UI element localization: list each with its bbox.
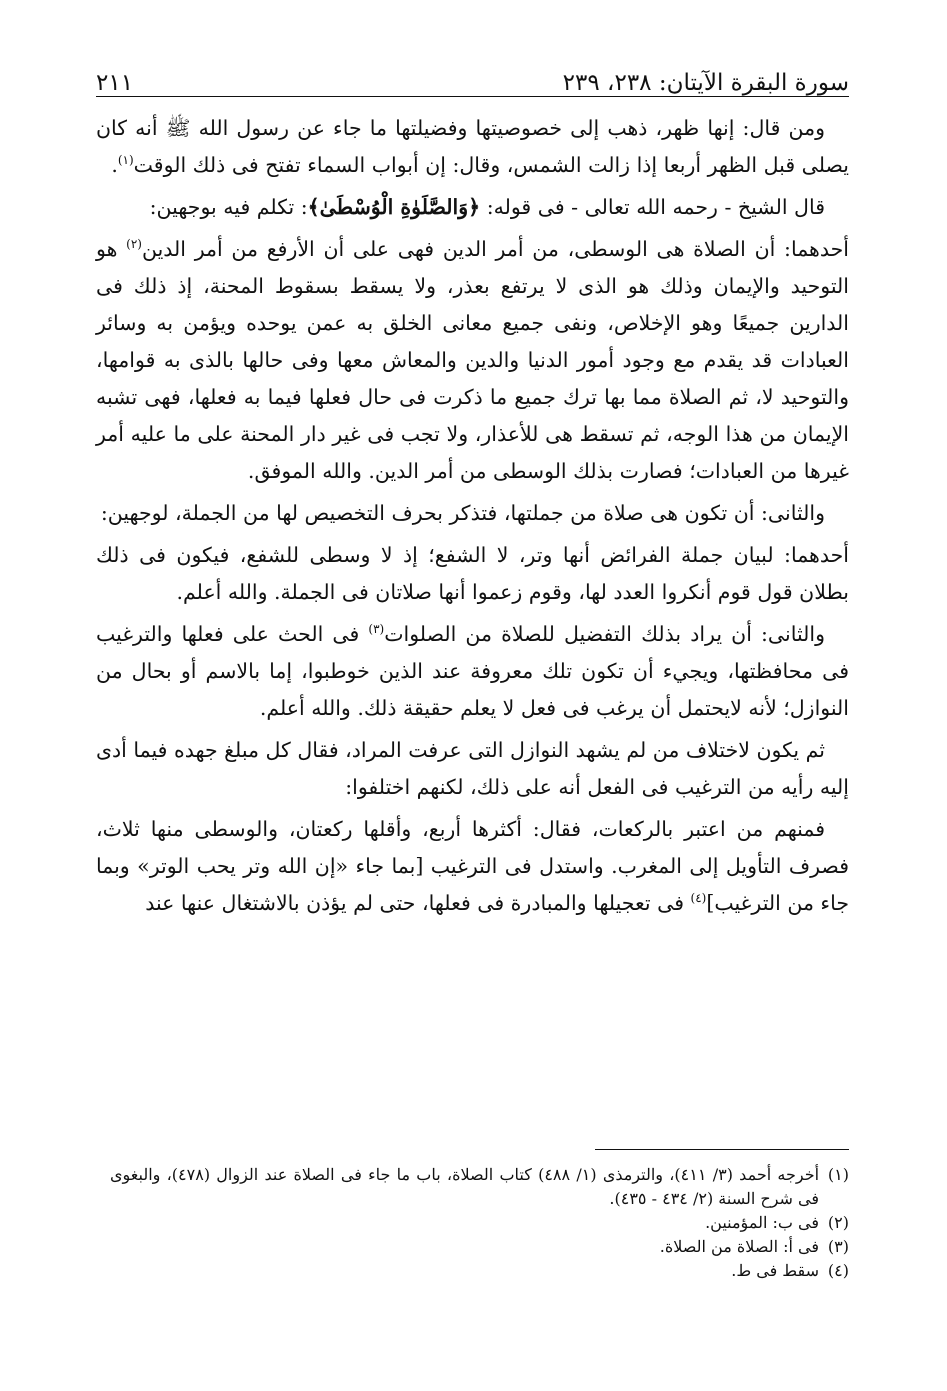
- page-header: [96, 58, 849, 96]
- footnote-ref: (١): [117, 153, 134, 168]
- quran-verse: ﴿وَالصَّلَوٰةِ الْوُسْطَىٰ﴾: [307, 195, 481, 219]
- footnote: [110, 1163, 849, 1211]
- footnote: [110, 1259, 849, 1283]
- footnote-number: (٤): [827, 1261, 849, 1280]
- paragraph: ثم يكون لاختلاف من لم يشهد النوازل التى عرفت المراد، فقال كل مبلغ جهده فيما أدى إليه رأيه من الترغيب فى الفعل أنه على ذلك، لكنهم اختلفوا:: [96, 738, 849, 799]
- paragraph: قال الشيخ - رحمه الله تعالى - فى قوله: ﴿وَالصَّلَوٰةِ الْوُسْطَىٰ﴾: تكلم فيه بوجهين:: [149, 195, 825, 219]
- paragraph: ومن قال: إنها ظهر، ذهب إلى خصوصيتها وفضيلتها ما جاء عن رسول الله ﷺ أنه كان يصلى قبل الظهر أربعا إذا زالت الشمس، وقال: إن أبواب السماء تفتح فى ذلك الوقت$^{(١)}$.: [96, 116, 849, 177]
- footnote-number: (١): [827, 1165, 849, 1184]
- paragraph: والثانى: أن تكون هى صلاة من جملتها، فتذكر بحرف التخصيص لها من الجملة، لوجهين:: [100, 501, 825, 525]
- footnote-text: فى ب: المؤمنين.: [705, 1213, 819, 1232]
- paragraph: فمنهم من اعتبر بالركعات، فقال: أكثرها أربع، وأقلها ركعتان، والوسطى منها ثلاث، فصرف التأويل إلى المغرب. واستدل فى الترغيب [بما جاء «إن الله وتر يحب الوتر» وبما جاء من الترغيب]$^{(٤)}$ فى تعجيلها والمبادرة فى فعلها، حتى لم يؤذن بالاشتغال عنها عند: [96, 817, 849, 915]
- footnote: [110, 1211, 849, 1235]
- footnote-ref: (٢): [126, 237, 142, 252]
- footnote-rule: [595, 1149, 849, 1150]
- paragraph: والثانى: أن يراد بذلك التفضيل للصلاة من الصلوات$^{(٣)}$ فى الحث على فعلها والترغيب فى محافظتها، ويجيء أن تكون تلك معروفة عند الذين خوطبوا، إما بالاسم أو بحال من النوازل؛ لأنه لايحتمل أن يرغب فى فعل لا يعلم حقيقة ذلك. والله أعلم.: [96, 622, 849, 720]
- paragraph: أحدهما: لبيان جملة الفرائض أنها وتر، لا الشفع؛ إذ لا وسطى للشفع، فيكون فى ذلك بطلان قول قوم أنكروا العدد لها، وقوم زعموا أنها صلاتان فى الجملة. والله أعلم.: [96, 543, 849, 604]
- footnote-ref: (٤): [690, 891, 707, 906]
- footnote-text: أخرجه أحمد (٣/ ٤١١)، والترمذى (١/ ٤٨٨) كتاب الصلاة، باب ما جاء فى الصلاة عند الزوال (٤٧٨)، والبغوى فى شرح السنة (٢/ ٤٣٤ - ٤٣٥).: [110, 1165, 820, 1208]
- footnote-text: فى أ: الصلاة من الصلاة.: [659, 1237, 819, 1256]
- page-number: ٢١١: [96, 70, 134, 96]
- footnote-text: سقط فى ط.: [731, 1261, 819, 1280]
- footnote: [110, 1235, 849, 1259]
- footnotes: [110, 1163, 849, 1283]
- footnote-number: (٢): [827, 1213, 849, 1232]
- running-title: سورة البقرة الآيتان: ٢٣٨، ٢٣٩: [562, 70, 849, 96]
- paragraph: أحدهما: أن الصلاة هى الوسطى، من أمر الدين فهى على أن الأرفع من أمر الدين$^{(٢)}$ هو التوحيد والإيمان وذلك هو الذى لا يرتفع بعذر، ولا يسقط بسقوط المحنة، إذ ذلك فى الدارين جميعًا وهو الإخلاص، ونفى جميع معانى الخلق به عمن يوحده ويؤمن به وسائر العبادات قد يقدم مع وجود أمور الدنيا والدين والمعاش معها وفى حالها بالذى به قوامها، والتوحيد لا، ثم الصلاة مما بها ترك جميع ما ذكرت فى حال فعلها فيما به فعلها، فهى تشبه الإيمان من هذا الوجه، ثم تسقط هى للأعذار، ولا تجب فى غير دار المحنة على ما عليه أمر غيرها من العبادات؛ فصارت بذلك الوسطى من أمر الدين. والله الموفق.: [96, 237, 849, 483]
- main-text: [96, 110, 849, 927]
- footnote-number: (٣): [827, 1237, 849, 1256]
- header-rule: [96, 96, 849, 97]
- footnote-ref: (٣): [368, 622, 385, 637]
